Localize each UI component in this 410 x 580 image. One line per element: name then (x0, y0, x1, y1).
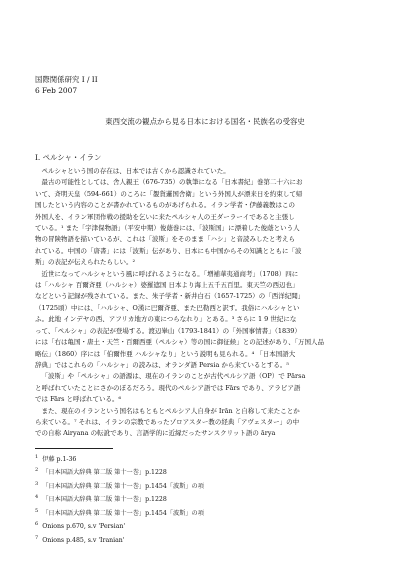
body-line: では Fārs と呼ばれている。⁶ (35, 395, 122, 404)
body-line: は「ハルシャ 百爾斉亜（ハルシャ）婆羅遮国 日本より海上五千五百里。東天竺の西辺也」 (35, 281, 299, 290)
body-line: （1725頃）中には、「ハルシャ、O漢に巴爾斉亜、また巴勒西と訳す。我俗にハルシャとい (35, 303, 300, 312)
section-heading: I. ペルシャ・イラン (35, 153, 102, 162)
body-line: には「右は亀国・唐土・天竺・百爾西亜（ペルシャ）等の国に御征候」との記述があり、「万国人品 (35, 338, 324, 347)
footnote-item (35, 533, 204, 546)
footnote-text: Onions p.485, s.v 'Iranian' (42, 536, 125, 544)
footnote-item (35, 492, 204, 505)
footnotes (35, 452, 204, 546)
body-line: 物の冒険物語を描いているが、これは「波斯」をそのまま「ハシ」と音読みしたと考えら (35, 235, 295, 244)
footnote-text: 「日本国語大辞典 第二版 第十一巻」p.1454「波斯」の項 (42, 509, 204, 517)
footnote-rule (35, 448, 113, 449)
body-line: 国したという内容のことが書かれているものがあげられる。イラン学者・伊藤義教はこの (35, 201, 295, 210)
document-title: 東西交流の観点から見る日本における国名・民族名の受容史 (105, 117, 305, 126)
body-line: ている。¹ また「宇津保物語」（平安中期）俊蔭巻には、「波斯国」に漂着した俊蔭という人 (35, 224, 300, 233)
footnote-text: 伊藤 p.1-36 (42, 456, 77, 464)
body-line: 「波斯」や「ペルシャ」の語源は、現在のイランのことが古代ペルシア語（OP）で Pārsa (41, 372, 306, 381)
footnote-text: 「日本国語大辞典 第二版 第十一巻」p.1228 (42, 496, 167, 504)
body-line: 辞典」ではこれらの「ハルシャ」の読みは、オランダ語 Persia から来ているとする。⁵ (35, 360, 290, 369)
body-line: ふ。此地 インデヤの西、アフリカ地方の東につらなれり」とある。³ さらに 1 9 世紀にな (35, 315, 297, 324)
body-line: 最古の可能性としては、舎人親王（676-735）の執筆になる「日本書紀」巻第二十六にお (41, 178, 303, 187)
body-line: れている。中国の「唐書」には「波斯」伝があり、日本にも中国からその知識とともに「波 (35, 246, 302, 255)
body-text (35, 166, 385, 440)
footnote-item (35, 452, 204, 465)
course-name: 国際関係研究 I / II (35, 75, 98, 84)
footnote-number: 7 (35, 534, 39, 541)
body-line: 略伝」（1860）序には「伯爾作亜 ハルシャなり」という説明も見られる。⁴ 「日本国語大 (35, 349, 296, 358)
body-line: などという記録が残されている。また、朱子学者・新井白石（1657-1725）の「西洋紀聞」 (35, 292, 305, 301)
body-line: ら来ている。⁷ それは、イランの宗教であったゾロアスター教の経典「アヴェスター」の中 (35, 417, 300, 426)
footnote-number: 3 (35, 480, 39, 487)
body-line: って、「ペルシャ」の表記が登場する。渡辺崋山（1793-1841）の「外国事情書」（1839） (35, 326, 301, 335)
body-line: での自称 Airyana の転訛であり、言語学的に近縁だったサンスクリット語の ārya (35, 429, 276, 438)
footnote-number: 2 (35, 467, 39, 474)
footnote-text: Onions p.670, s.v 'Persian' (42, 523, 126, 531)
footnote-item (35, 506, 204, 519)
footnote-item (35, 465, 204, 478)
body-line: 外国人を、イラン軍団作戦の援助を乞いに来たペルシャ人の王ダーラーイであると主張し (35, 212, 295, 221)
footnote-number: 6 (35, 521, 39, 528)
footnote-text: 「日本国語大辞典 第二版 第十一巻」p.1454「波斯」の項 (42, 483, 204, 490)
footnote-number: 5 (35, 507, 39, 514)
body-line: 斯」の表記が伝えられたらしい。² (35, 258, 136, 267)
footnote-item (35, 479, 204, 492)
document-header (35, 74, 98, 96)
body-line: いて、斉明天皇（594-661）のころに「覩貨邏国舎衛」という外国人が漂来日を約束して帰 (35, 189, 303, 198)
footnote-number: 4 (35, 494, 39, 501)
footnote-item (35, 519, 204, 532)
body-line: と呼ばれていたことにさかのぼるだろう。現代のペルシア語では Fārs であり、アラビア語 (35, 383, 301, 392)
footnote-number: 1 (35, 454, 39, 460)
body-line: また、現在のイランという国名はもともとペルシア人自身が Irān と自称して来たことか (41, 406, 300, 415)
body-line: 近世になってハルシャという風に呼ばれるようになる。「増補華夷通商考」（1708）四に (41, 269, 299, 278)
body-line: ペルシャという国の存在は、日本では古くから認識されていた。 (41, 167, 230, 175)
document-date: 6 Feb 2007 (35, 86, 78, 95)
footnote-text: 「日本国語大辞典 第二版 第十一巻」p.1228 (42, 469, 167, 477)
